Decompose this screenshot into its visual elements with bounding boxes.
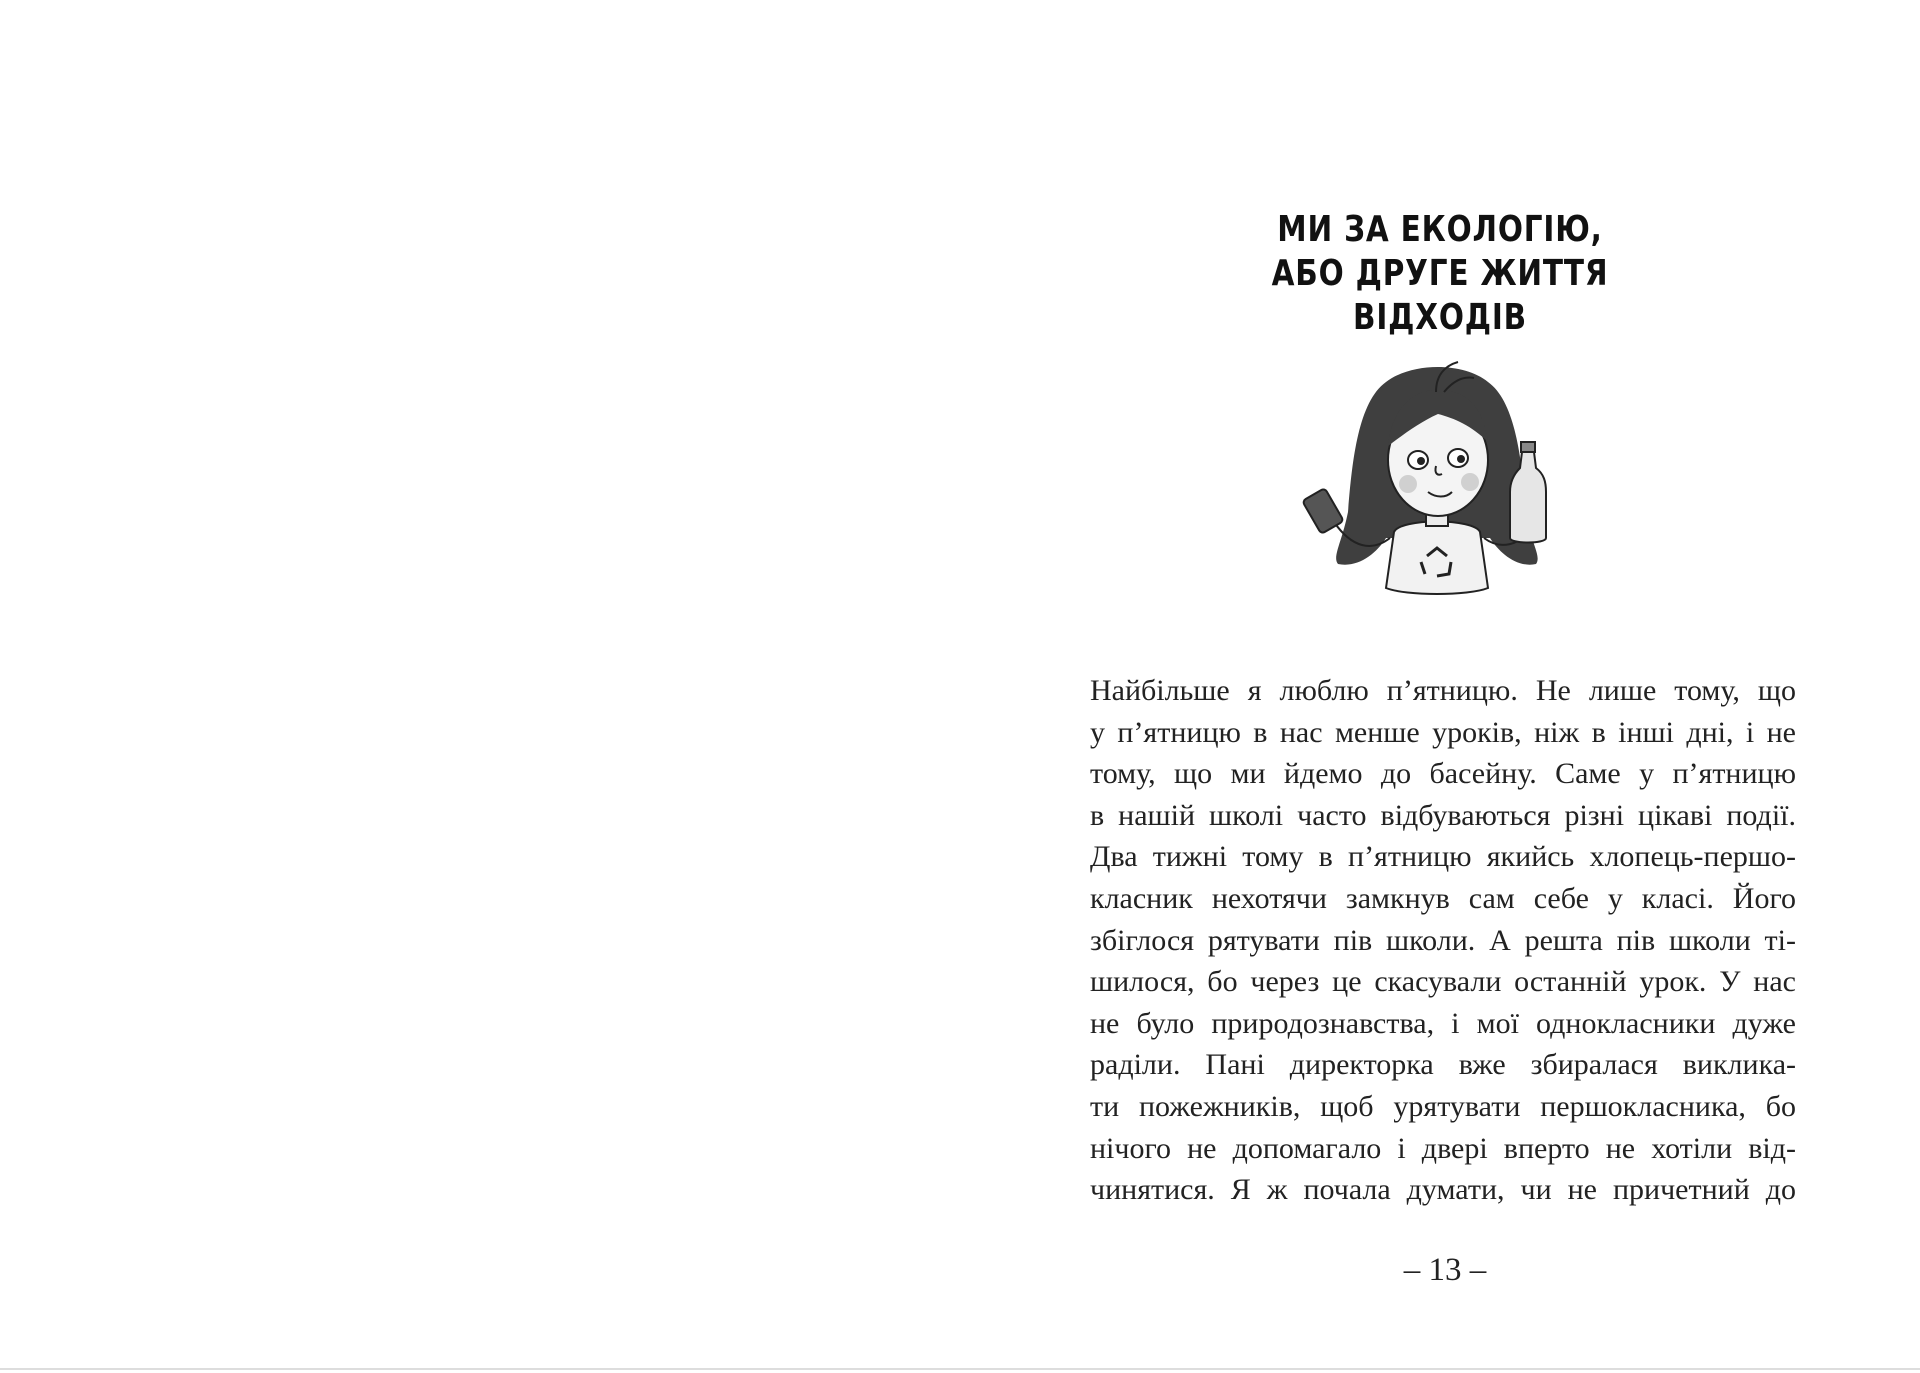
body-line: класник нехотячи замкнув сам себе у класі. Його [1090, 881, 1796, 915]
body-line: у п’ятницю в нас менше уроків, ніж в інші дні, і не [1090, 715, 1796, 749]
body-line: в нашій школі часто відбуваються різні цікаві події. [1090, 798, 1796, 832]
body-line: тому, що ми йдемо до басейну. Саме у п’ятницю [1090, 757, 1796, 791]
bottom-divider [0, 1368, 1920, 1370]
chapter-title [1210, 208, 1669, 340]
body-line: чинятися. Я ж почала думати, чи не причетний до [1090, 1173, 1796, 1207]
body-line: збіглося рятувати пів школи. А решта пів школи ті- [1090, 923, 1796, 957]
body-line: Найбільше я люблю п’ятницю. Не лише тому, що [1090, 674, 1796, 707]
body-text [1090, 670, 1796, 1211]
body-line: ти пожежників, щоб урятувати першокласника, бо [1090, 1089, 1796, 1123]
body-line: Два тижні тому в п’ятницю якийсь хлопець-першо- [1090, 840, 1796, 874]
page-number: – 13 – [1403, 1252, 1487, 1288]
body-line: не було природознавства, і мої однокласники дуже [1090, 1006, 1796, 1040]
body-line: шилося, бо через це скасували останній урок. У нас [1090, 965, 1796, 999]
body-line: раділи. Пані директорка вже збиралася виклика- [1090, 1048, 1796, 1082]
chapter-title-line-1: МИ ЗА ЕКОЛОГІЮ, [1277, 209, 1603, 250]
chapter-title-line-2: АБО ДРУГЕ ЖИТТЯ ВІДХОДІВ [1271, 253, 1609, 338]
body-line: нічого не допомагало і двері вперто не хотіли від- [1090, 1131, 1796, 1165]
girl-with-recycling-shirt-illustration [1268, 342, 1604, 600]
